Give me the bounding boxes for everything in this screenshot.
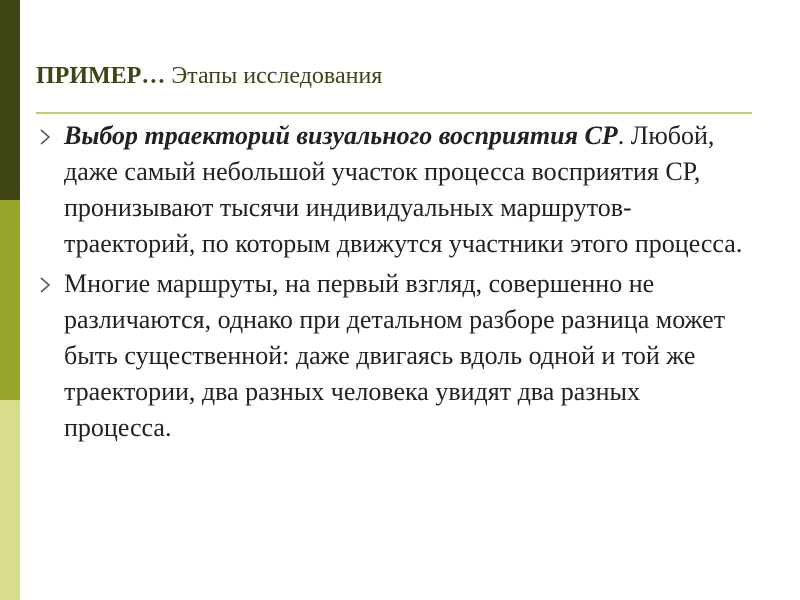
bullet-arrow-icon (36, 276, 54, 294)
side-bar-top (0, 0, 20, 200)
bullet-lead-text: Выбор траекторий визуального восприятия СР (64, 121, 618, 150)
bullet-text: Многие маршруты, на первый взгляд, совершенно не различаются, однако при детальном разборе разница может быть существенной: даже двигаясь вдоль одной и той же траектории, два разных человека увидят два разных процесса. (64, 269, 726, 442)
side-bar-bottom (0, 400, 20, 600)
side-bar-middle (0, 200, 20, 400)
slide-title (36, 63, 382, 90)
bullet-arrow-icon (36, 128, 54, 146)
title-divider (36, 112, 752, 114)
bullet-item (36, 266, 750, 446)
slide-title-main: ПРИМЕР… (36, 63, 166, 89)
slide-title-sub: Этапы исследования (171, 63, 383, 89)
bullet-text: . Любой, даже самый небольшой участок процесса восприятия СР, пронизывают тысячи индивидуальных маршрутов-траекторий, по которым движутся участники этого процесса. (64, 121, 743, 258)
bullet-item (36, 118, 750, 262)
slide-body (36, 118, 750, 450)
